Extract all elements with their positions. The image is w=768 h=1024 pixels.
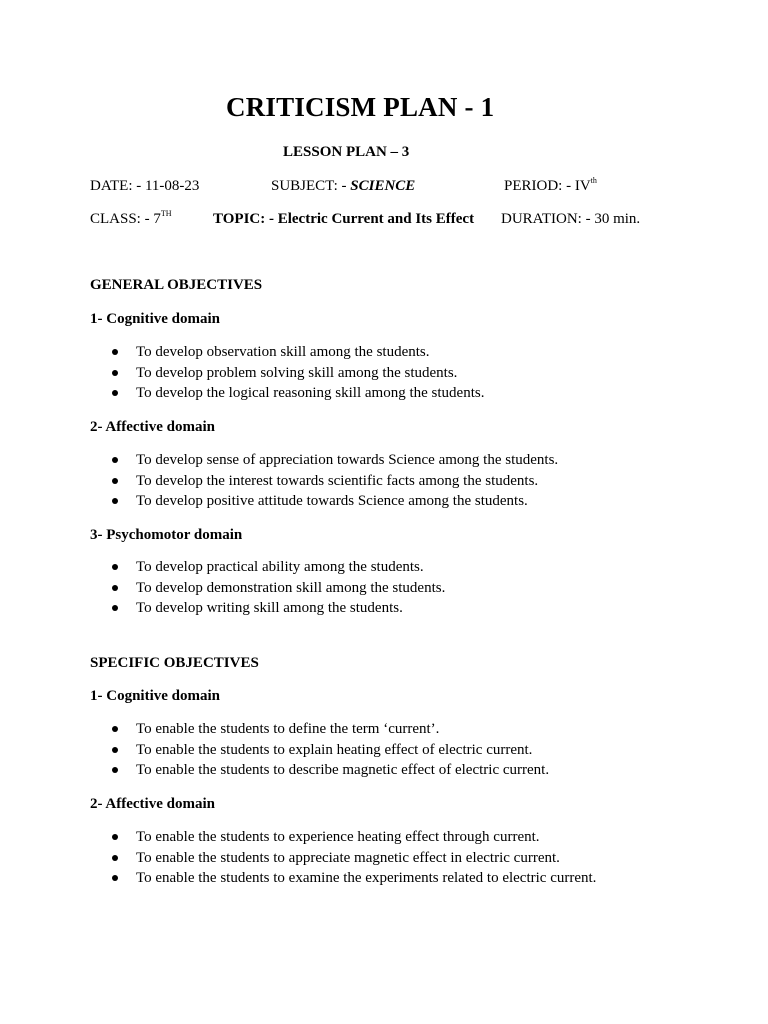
list-item-text: To develop the logical reasoning skill among the students. [136,385,485,401]
subject-value: SCIENCE [350,178,416,194]
list-item-text: To enable the students to experience heating effect through current. [136,829,540,845]
bullet-icon [112,855,118,861]
list-item-text: To enable the students to examine the experiments related to electric current. [136,870,597,886]
list-item-text: To develop positive attitude towards Science among the students. [136,493,528,509]
list-item-text: To develop the interest towards scientific facts among the students. [136,472,539,489]
specific-affective-list [90,827,596,889]
bullet-icon [112,585,118,591]
list-item [90,578,445,599]
period-superscript: th [590,176,597,185]
general-objectives-heading: GENERAL OBJECTIVES [90,277,263,293]
bullet-icon [112,747,118,753]
list-item-text: To develop sense of appreciation towards Science among the students. [136,452,559,468]
specific-affective-heading: 2- Affective domain [90,796,215,812]
specific-cognitive-list [90,719,549,781]
general-affective-list [90,450,558,512]
subject-field [271,178,415,195]
bullet-icon [112,390,118,396]
bullet-icon [112,370,118,376]
list-item [90,557,445,578]
bullet-icon [112,564,118,570]
list-item-text: To enable the students to define the term ‘current’. [136,721,440,737]
specific-cognitive-heading: 1- Cognitive domain [90,688,221,704]
class-field [90,211,172,228]
bullet-icon [112,498,118,504]
date-text: DATE: - 11-08-23 [90,178,200,194]
date-field [90,178,199,195]
bullet-icon [112,605,118,611]
duration-text: DURATION: - 30 min. [501,211,641,227]
bullet-icon [112,834,118,840]
bullet-icon [112,478,118,484]
period-label: PERIOD: - IV [504,178,591,194]
general-affective-heading: 2- Affective domain [90,419,215,435]
document-title: CRITICISM PLAN - 1 [226,92,495,122]
lesson-plan-subtitle: LESSON PLAN – 3 [283,144,410,160]
duration-field [501,211,640,228]
specific-objectives-heading: SPECIFIC OBJECTIVES [90,655,259,671]
class-label: CLASS: - 7 [90,211,161,227]
list-item-text: To enable the students to appreciate magnetic effect in electric current. [136,849,560,866]
list-item [90,868,596,889]
bullet-icon [112,726,118,732]
bullet-icon [112,875,118,881]
list-item [90,848,596,869]
list-item [90,471,558,492]
period-field [504,178,597,195]
topic-field [213,211,474,228]
class-superscript: TH [160,209,172,218]
list-item [90,383,484,404]
list-item [90,740,549,761]
general-cognitive-list [90,342,484,404]
list-item-text: To develop observation skill among the students. [136,344,430,360]
list-item [90,760,549,781]
subject-label: SUBJECT: - [271,178,351,194]
general-psychomotor-list [90,557,445,619]
list-item-text: To develop demonstration skill among the students. [136,579,446,596]
list-item [90,363,484,384]
list-item-text: To enable the students to describe magnetic effect of electric current. [136,762,550,778]
bullet-icon [112,349,118,355]
list-item [90,342,484,363]
list-item [90,827,596,848]
bullet-icon [112,457,118,463]
list-item [90,491,558,512]
bullet-icon [112,767,118,773]
list-item-text: To develop problem solving skill among the students. [136,364,458,381]
list-item-text: To develop practical ability among the students. [136,559,424,575]
topic-text: TOPIC: - Electric Current and Its Effect [213,211,475,227]
general-psychomotor-heading: 3- Psychomotor domain [90,527,243,543]
list-item-text: To enable the students to explain heating effect of electric current. [136,741,533,758]
list-item [90,598,445,619]
list-item-text: To develop writing skill among the students. [136,600,403,616]
list-item [90,450,558,471]
list-item [90,719,549,740]
general-cognitive-heading: 1- Cognitive domain [90,311,221,327]
